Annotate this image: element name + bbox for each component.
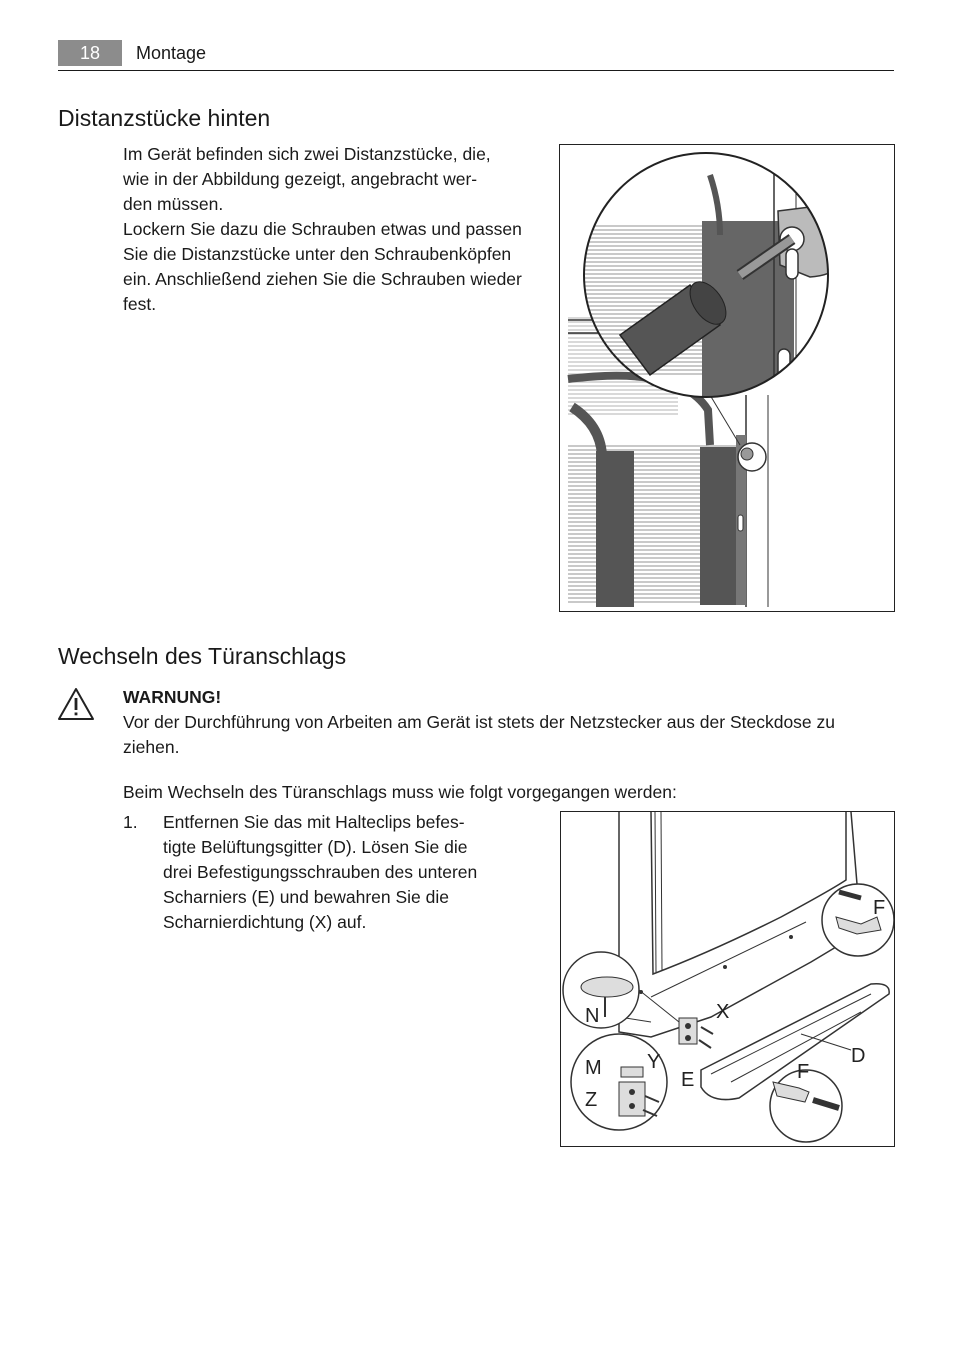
hinge-illustration	[560, 811, 895, 1147]
label-x: X	[716, 1001, 730, 1023]
spacer-drawing	[560, 145, 894, 611]
spacer-illustration	[559, 144, 895, 612]
header-rule	[58, 70, 894, 71]
warning-block	[123, 685, 903, 760]
text-line: Scharniers (E) und bewahren Sie die	[163, 887, 449, 907]
text-line: Entfernen Sie das mit Halteclips befes-	[163, 812, 465, 832]
text-line: ein. Anschließend ziehen Sie die Schrauben wieder	[123, 269, 522, 289]
text-line: tigte Belüftungsgitter (D). Lösen Sie die	[163, 837, 468, 857]
warning-triangle-icon	[56, 686, 96, 722]
text-line: Scharnierdichtung (X) auf.	[163, 912, 367, 932]
label-d: D	[851, 1045, 866, 1067]
section-title-distanzstuecke: Distanzstücke hinten	[58, 105, 271, 131]
label-y: Y	[647, 1051, 661, 1073]
label-f-bottom: F	[797, 1061, 810, 1083]
label-z: Z	[585, 1089, 598, 1111]
section-name: Montage	[136, 43, 207, 63]
page-number: 18	[58, 40, 122, 66]
warning-text-line: Vor der Durchführung von Arbeiten am Gerät ist stets der Netzstecker aus der Steckdose zu	[123, 712, 836, 732]
text-line: drei Befestigungsschrauben des unteren	[163, 862, 478, 882]
intro-text: Beim Wechseln des Türanschlags muss wie folgt vorgegangen werden:	[123, 782, 677, 802]
text-line: fest.	[123, 294, 157, 314]
label-m: M	[585, 1057, 602, 1079]
section-title-tueranschlag: Wechseln des Türanschlags	[58, 643, 347, 669]
text-line: Sie die Distanzstücke unter den Schraubenköpfen	[123, 244, 512, 264]
text-line: wie in der Abbildung gezeigt, angebracht wer-	[123, 169, 478, 189]
text-line: Lockern Sie dazu die Schrauben etwas und passen	[123, 219, 522, 239]
label-n: N	[585, 1005, 600, 1027]
warning-title: WARNUNG!	[123, 687, 222, 707]
step-text	[163, 810, 543, 935]
hinge-drawing	[561, 812, 894, 1146]
label-f-top: F	[873, 897, 886, 919]
step-number: 1.	[123, 812, 138, 832]
text-line: den müssen.	[123, 194, 224, 214]
section1-paragraph-2	[123, 217, 553, 317]
section1-paragraph-1	[123, 142, 553, 217]
label-e: E	[681, 1069, 695, 1091]
text-line: Im Gerät befinden sich zwei Distanzstücke, die,	[123, 144, 491, 164]
warning-text-line: ziehen.	[123, 737, 180, 757]
